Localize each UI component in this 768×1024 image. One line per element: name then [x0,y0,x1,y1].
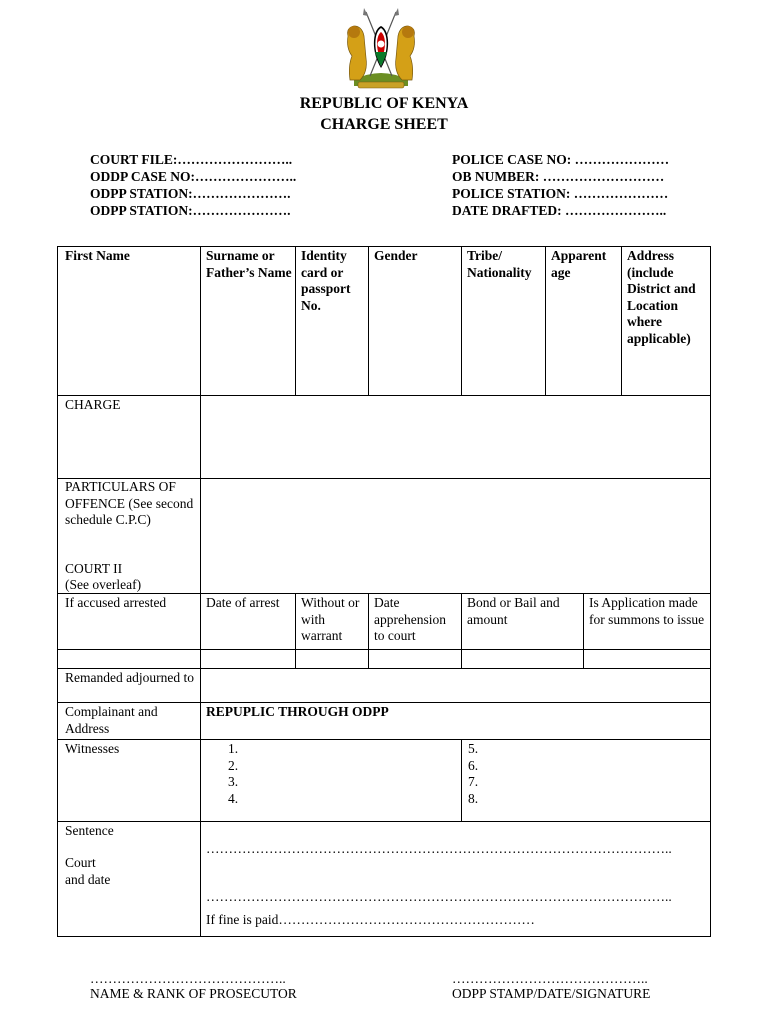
prosecutor-label: NAME & RANK OF PROSECUTOR [90,986,297,1001]
col-tribe: Tribe/ Nationality [467,248,532,280]
column-divider [295,247,296,395]
oddp-case-no-field: ODDP CASE NO:………………….. [90,169,297,184]
police-case-no-field: POLICE CASE NO: ………………… [452,152,670,167]
prosecutor-signature-line: …………………………………….. [90,971,286,986]
col-age: Apparent age [551,248,607,280]
stamp-label: ODPP STAMP/DATE/SIGNATURE [452,986,651,1001]
stamp-signature-line: …………………………………….. [452,971,648,986]
col-identity: Identity card or passport No. [301,248,351,313]
row-divider [58,668,710,669]
row-divider [58,649,710,650]
witness-list-left [228,741,238,807]
sentence-line-1: ………………………………………………………………………………………….. [206,841,672,856]
col-surname: Surname or Father’s Name [206,248,292,280]
witness-item: 4. [228,790,239,806]
witness-item: 1. [228,741,239,756]
column-divider [461,247,462,395]
column-divider [200,247,201,936]
date-drafted-field: DATE DRAFTED: ………………….. [452,203,667,218]
witness-item: 2. [228,757,239,773]
column-divider [545,247,546,395]
column-divider [583,593,584,668]
fine-paid-line: If fine is paid………………………………………………… [206,912,535,927]
row-divider [58,821,710,822]
column-divider [461,739,462,821]
document-subtitle: CHARGE SHEET [320,116,448,133]
court-date-label: Court [65,855,96,870]
ob-number-field: OB NUMBER: ……………………… [452,169,665,184]
complainant-label: Complainant and Address [65,704,158,736]
charge-label: CHARGE [65,397,121,412]
summons-label: Is Application made for summons to issue [589,595,705,627]
witness-item: 7. [468,774,479,789]
date-of-arrest-label: Date of arrest [206,595,280,610]
date-apprehension-label: Date apprehension to court [374,595,446,643]
sentence-line-2: ………………………………………………………………………………………….. [206,889,672,904]
and-date-label: and date [65,872,111,887]
particulars-label: PARTICULARS OF OFFENCE (See second schedule C.P.C) [65,479,194,527]
warrant-label: Without or with warrant [301,595,360,643]
col-address: Address (include District and Location where applicable) [627,248,696,346]
witness-list-right [468,741,478,807]
left-header-fields [90,151,296,219]
bond-bail-label: Bond or Bail and amount [467,595,560,627]
right-header-fields [452,151,669,219]
witness-item: 5. [468,741,479,756]
odpp-station-field-2: ODPP STATION:…………………. [90,203,291,218]
witness-item: 3. [228,774,239,789]
coat-of-arms-emblem [336,6,426,92]
sentence-label: Sentence [65,823,114,838]
col-first-name: First Name [65,248,130,263]
witness-item: 8. [468,790,479,806]
charge-sheet-table [57,246,711,937]
police-station-field: POLICE STATION: ………………… [452,186,669,201]
column-divider [368,247,369,395]
document-title: REPUBLIC OF KENYA [299,95,469,112]
column-divider [368,593,369,668]
column-divider [461,593,462,668]
court-file-field: COURT FILE:…………………….. [90,152,293,167]
col-gender: Gender [374,248,418,263]
row-divider [58,702,710,703]
witnesses-label: Witnesses [65,741,120,756]
court-label: COURT II [65,561,123,576]
column-divider [621,247,622,395]
complainant-value: REPUPLIC THROUGH ODPP [206,704,389,719]
court-sub-label: (See overleaf) [65,577,142,592]
witness-item: 6. [468,757,479,773]
odpp-station-field: ODPP STATION:…………………. [90,186,291,201]
arrest-label: If accused arrested [65,595,167,610]
column-divider [295,593,296,668]
row-divider [58,739,710,740]
row-divider [58,395,710,396]
remanded-label: Remanded adjourned to [65,670,194,685]
